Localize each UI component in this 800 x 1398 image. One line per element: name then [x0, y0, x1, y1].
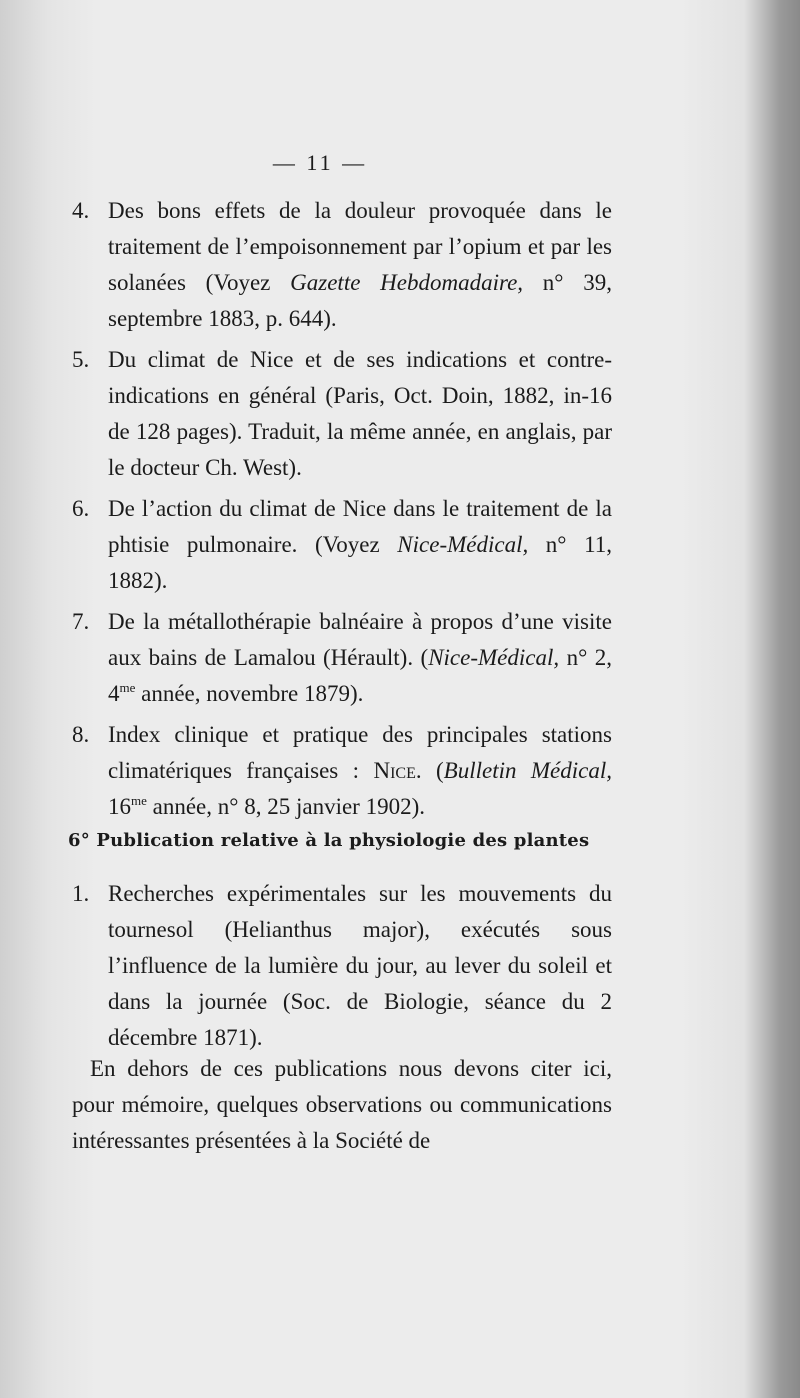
list-item: [72, 717, 612, 825]
item-text: Des bons effets de la douleur provoquée dans le traitement de l’empoisonnement par l’opium et par les solanées (Voyez Gazette Hebdomadaire, n° 39, septembre 1883, p. 644).: [108, 198, 613, 331]
item-number: 1.: [72, 881, 90, 906]
item-text: Recherches expérimentales sur les mouvements du tournesol (Helianthus major), exécutés sous l’influence de la lumière du jour, au lever du soleil et dans la journée (Soc. de Biologie, séance du 2 décembre 1871).: [108, 881, 612, 1050]
list-item: [72, 342, 612, 486]
item-number: 4.: [72, 198, 90, 223]
closing-paragraph: En dehors de ces publications nous devons citer ici, pour mémoire, quelques observations ou communications intéressantes présentées à la Société de: [72, 1056, 612, 1153]
list-item: [72, 876, 612, 1056]
list-item: [72, 491, 612, 599]
item-number: 8.: [72, 722, 90, 747]
item-text: Index clinique et pratique des principales stations climatériques françaises : Nice. (Bulletin Médical, $16^{me}$ année, n° 8, 25 janvier 1902).: [108, 722, 612, 819]
item-number: 7.: [72, 609, 90, 634]
item-number: 6.: [72, 496, 90, 521]
item-number: 5.: [72, 347, 90, 372]
page-number: — 11 —: [272, 150, 368, 175]
list-item: [72, 604, 612, 712]
item-text: De l’action du climat de Nice dans le traitement de la phtisie pulmonaire. (Voyez Nice-Médical, n° 11, 1882).: [108, 496, 612, 593]
item-text: Du climat de Nice et de ses indications et contre-indications en général (Paris, Oct. Doin, 1882, in-16 de 128 pages). Traduit, la même année, en anglais, par le docteur Ch. West).: [108, 347, 612, 480]
plant-physiology-list: [72, 876, 612, 1061]
section-heading: 6° Publication relative à la physiologie des plantes: [68, 830, 590, 851]
list-item: [72, 193, 612, 337]
item-text: De la métallothérapie balnéaire à propos d’une visite aux bains de Lamalou (Hérault). (Nice-Médical, n° 2, $4^{me}$ année, novembre 1879).: [108, 609, 612, 706]
publication-list: [72, 193, 612, 830]
